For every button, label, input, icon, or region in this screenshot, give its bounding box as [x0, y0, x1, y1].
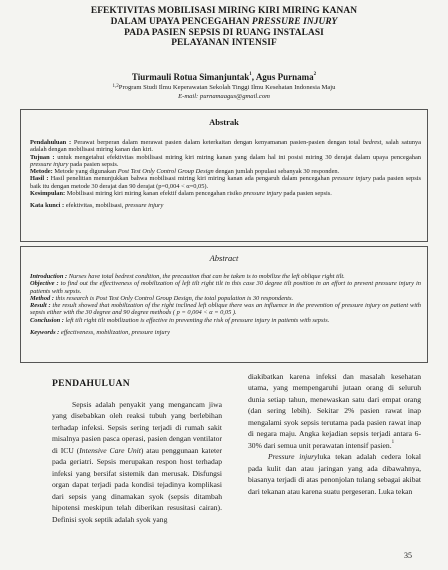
- author-1: Tiurmauli Rotua Simanjuntak: [131, 72, 250, 82]
- affiliation-sup: 1,2: [112, 84, 119, 89]
- abstract-text: this research is Post Test Only Control Group Design, the total population is 30 respondents.: [53, 294, 294, 302]
- abstrak-label: Kata kunci :: [30, 202, 65, 210]
- abstrak-metode: [30, 168, 421, 175]
- abstract-heading: Abstract: [209, 253, 239, 263]
- affiliation-text: Program Studi Ilmu Keperawatan Sekolah Tinggi Ilmu Kesehatan Indonesia Maju: [118, 84, 336, 91]
- body-text: Sepsis adalah penyakit yang mengancam jiwa yang disebabkan oleh reaksi tubuh yang berlebihan terhadap infeksi. Sepsis sering terjadi di rumah sakit misalnya pasien pasca operasi, pasien dengan ventilator di ICU (: [52, 400, 222, 455]
- abstrak-label: Kesimpulan:: [30, 190, 66, 198]
- body-text: ) atau penggunaan kateter pada geriatri. Sepsis merupakan respon host terhadap infeksi yang bersifat sistemik dan merusak. Disfungsi organ dapat terjadi pada kondisi tejadinya komplikasi dari sepsis yang dinamakan syok (sepsis ditambah hipotensi meskipun telah diberikan resusitasi cairan). Definisi syok septik adalah syok yang: [52, 445, 222, 524]
- abstrak-text: dengan jumlah populasi sebanyak 30 responden.: [213, 168, 340, 176]
- abstrak-box: [20, 109, 428, 242]
- abstract-conclusion: [30, 317, 421, 324]
- abstrak-text: pada pasien sepsis baik itu dengan metode 30 derajat dan 90 derajat (p=0,004 < α=0,05).: [30, 175, 421, 190]
- body-paragraph: [248, 371, 421, 451]
- abstrak-pendahuluan: [30, 139, 421, 154]
- abstrak-kata-kunci: [30, 202, 421, 209]
- body-text: luka tekan adalah cedera lokal pada kulit dan atau jaringan yang ada dibawahnya, biasanya terjadi di atas penonjolan tulang sebagai akibat dari tekanan atau karena suatu pergeseran. Luka tekan: [248, 452, 421, 496]
- body-italic: Pressure injury: [268, 452, 318, 462]
- title-line-2: [111, 17, 338, 27]
- author-2: Agus Purnama: [255, 72, 314, 82]
- abstrak-text: efektivitas, mobilisasi,: [64, 202, 125, 210]
- abstrak-italic: Post Test Only Control Group Design: [117, 168, 214, 176]
- abstract-label: Objective :: [30, 280, 59, 288]
- abstrak-text: Metode yang digunakan: [52, 168, 118, 176]
- abstract-text: effectiveness, mobilization, pressure injury: [59, 329, 170, 337]
- abstract-label: Keywords :: [30, 329, 60, 337]
- abstract-text: left tilt right tilt mobilization is effective in preventing the risk of pressure injury in patients with sepsis.: [63, 316, 330, 324]
- abstrak-italic: pressure injury: [243, 190, 282, 198]
- abstrak-label: Hasil :: [30, 175, 49, 183]
- abstract-label: Result :: [30, 302, 51, 310]
- abstrak-label: Metode:: [30, 168, 53, 176]
- abstrak-italic: pressure injury: [124, 202, 164, 210]
- page-number: 35: [404, 551, 412, 560]
- author-separator: ,: [251, 72, 256, 82]
- title-line-4: PELAYANAN INTENSIF: [171, 38, 277, 49]
- author-email: E-mail: purnamaagus@gmail.com: [178, 93, 270, 100]
- body-column-right: [248, 371, 421, 497]
- citation-sup: 1: [391, 439, 395, 445]
- abstrak-hasil: [30, 175, 421, 190]
- abstrak-text: Perawat berperan dalam merawat pasien dalam keterkaitan dengan kenyamanan pasien-pasien dengan total: [71, 139, 363, 146]
- abstrak-heading: Abstrak: [209, 117, 239, 127]
- title-line-1: EFEKTIVITAS MOBILISASI MIRING KIRI MIRING KANAN: [90, 6, 358, 16]
- section-heading: PENDAHULUAN: [52, 378, 130, 389]
- abstrak-label: Pendahuluan :: [30, 139, 72, 146]
- abstrak-text: untuk mengetahui efektivitas mobilisasi miring kiri miring kanan yang dalam hal ini posisi miring 30 derajat dalam upaya pencegahan: [54, 153, 422, 161]
- abstrak-label: Tujuan :: [30, 153, 55, 161]
- author-1-sup: 1: [249, 72, 252, 77]
- abstract-text: the result showed that mobilization of the right inclined left oblique there was an influence in the prevention of pressure injury on patient with sepsis either with the 30 degree and 90 degree methods ( p = 0,004 < α = 0,05 ).: [30, 302, 422, 317]
- abstract-introduction: [30, 273, 421, 280]
- abstrak-italic: pressure injury: [30, 160, 69, 168]
- abstrak-text: Mobilisasi miring kiri miring kanan efektif dalam pencegahan risiko: [65, 190, 244, 198]
- body-column-left: [52, 399, 222, 525]
- abstract-box: [20, 246, 428, 363]
- body-paragraph: [248, 451, 421, 497]
- abstrak-text: pada pasien sepsis.: [68, 160, 119, 168]
- abstrak-text: Hasil penelitian menunjukkan bahwa mobilisasi miring kiri miring kanan ada pengaruh dalam pencegahan: [48, 175, 332, 183]
- title-line-3: PADA PASIEN SEPSIS DI RUANG INSTALASI: [124, 27, 324, 38]
- abstrak-text: pada pasien sepsis.: [281, 190, 332, 198]
- abstract-text: Nurses have total bedrest condition, the precaution that can be taken is to mobilize the left oblique right tilt.: [67, 273, 345, 280]
- title-italic-term: PRESSURE INJURY: [251, 16, 338, 27]
- abstract-objective: [30, 280, 421, 295]
- author-2-sup: 2: [313, 72, 317, 77]
- body-paragraph: [52, 399, 222, 525]
- abstrak-tujuan: [30, 154, 421, 169]
- abstract-label: Method :: [30, 294, 54, 302]
- abstrak-kesimpulan: [30, 190, 421, 197]
- abstract-label: Introduction :: [30, 273, 68, 280]
- abstract-keywords: [30, 329, 421, 336]
- abstrak-italic: pressure injury: [331, 175, 371, 183]
- body-italic: Intensive Care Unit: [79, 445, 141, 455]
- body-text: diakibatkan karena infeksi dan masalah kesehatan utama, yang mempengaruhi jutaan orang di seluruh dunia setiap tahun, menewaskan satu dari empat orang (dan sering lebih). Sekitar 2% pasien rawat inap mengalami syok sepsis terutama pada pasien rawat inap di negara maju. Angka kejadian sepsis terjadi antara 6-30% dari semua unit perawatan intensif pasien.: [248, 372, 421, 450]
- abstrak-italic: bedrest: [362, 139, 382, 146]
- paper-title: [20, 6, 428, 49]
- abstract-label: Conclusion :: [30, 316, 64, 324]
- affiliation: [20, 84, 428, 92]
- abstract-method: [30, 295, 421, 302]
- abstract-result: [30, 302, 421, 317]
- abstract-text: to find out the effectiveness of mobilization of left tilt right tilt in this case 30 degree tilt position in an effort to prevent pressure injury in patients with sepsis.: [30, 280, 421, 295]
- abstrak-text: , salah satunya adalah dengan mobilisasi miring kanan dan kiri.: [30, 139, 421, 154]
- title-line-2-text: DALAM UPAYA PENCEGAHAN: [110, 16, 252, 27]
- author-list: [20, 72, 428, 83]
